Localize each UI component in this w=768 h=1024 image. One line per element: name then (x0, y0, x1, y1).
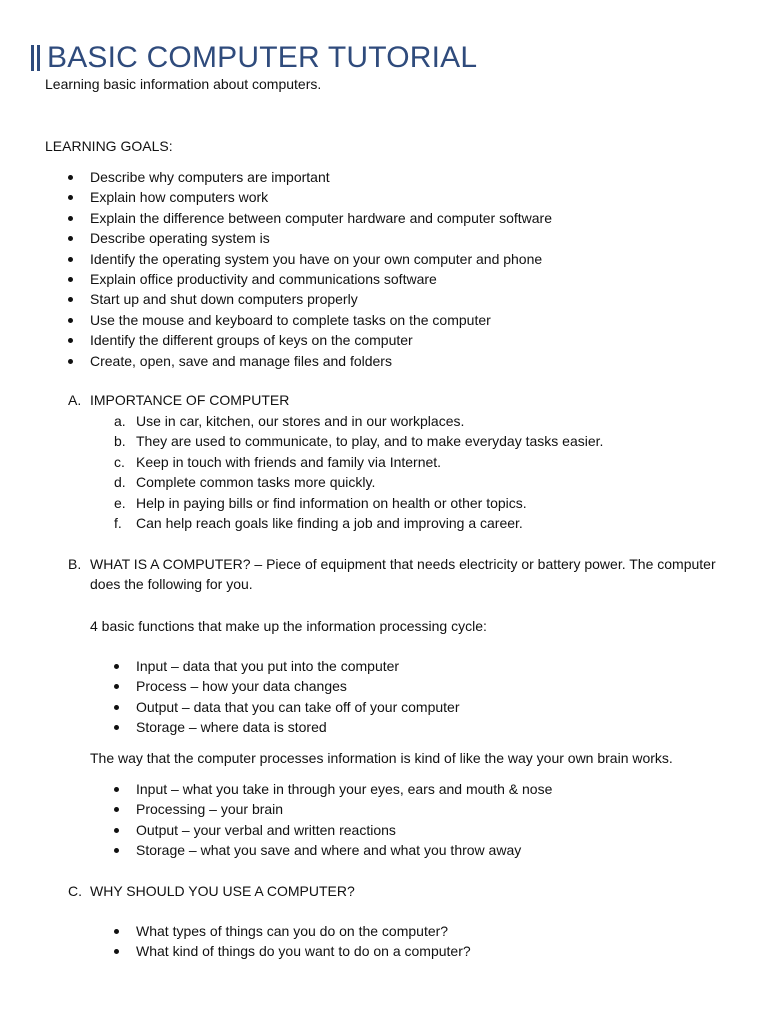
bullet-icon (68, 216, 73, 221)
brain-list (136, 780, 552, 862)
bullet-icon (114, 828, 119, 833)
list-item: Describe operating system is (90, 229, 552, 249)
brain-intro: The way that the computer processes information is kind of like the way your own brain works. (90, 750, 673, 766)
list-item: Identify the operating system you have on your own computer and phone (90, 250, 552, 270)
list-item: Explain how computers work (90, 188, 552, 208)
list-item: b. They are used to communicate, to play, and to make everyday tasks easier. (114, 433, 604, 450)
title-bar-left (31, 45, 34, 71)
list-item: e. Help in paying bills or find information on health or other topics. (114, 494, 527, 511)
section-letter: C. (68, 883, 82, 899)
list-item: d. Complete common tasks more quickly. (114, 474, 376, 491)
title-bar-right (37, 45, 40, 71)
bullet-icon (114, 848, 119, 853)
list-item: a. Use in car, kitchen, our stores and in our workplaces. (114, 413, 465, 429)
list-item: Use the mouse and keyboard to complete tasks on the computer (90, 311, 552, 331)
list-item: Explain office productivity and communications software (90, 270, 552, 290)
list-item: Explain the difference between computer hardware and computer software (90, 209, 552, 229)
functions-list (136, 657, 460, 739)
bullet-icon (68, 318, 73, 323)
list-item: What kind of things do you want to do on a computer? (136, 942, 471, 962)
bullet-icon (114, 787, 119, 792)
section-letter: B. (68, 556, 82, 572)
list-item: Output – data that you can take off of your computer (136, 698, 460, 718)
subtitle: Learning basic information about computers. (45, 76, 322, 92)
bullet-icon (68, 236, 73, 241)
bullet-icon (68, 359, 73, 364)
bullet-icon (68, 257, 73, 262)
cycle-intro: 4 basic functions that make up the information processing cycle: (90, 618, 487, 634)
list-item: Start up and shut down computers properly (90, 290, 552, 310)
list-item: Describe why computers are important (90, 168, 552, 188)
list-item: Process – how your data changes (136, 677, 460, 697)
learning-goals-list (90, 168, 552, 372)
bullet-icon (114, 949, 119, 954)
list-item: Create, open, save and manage files and folders (90, 352, 552, 372)
bullet-icon (114, 929, 119, 934)
bullet-icon (114, 807, 119, 812)
bullet-icon (114, 725, 119, 730)
bullet-icon (114, 705, 119, 710)
list-item: Storage – where data is stored (136, 718, 460, 738)
bullet-icon (68, 195, 73, 200)
section-b-heading: B. WHAT IS A COMPUTER? – Piece of equipment that needs electricity or battery power. The computer does the following for you. (68, 556, 716, 592)
bullet-icon (114, 664, 119, 669)
list-item: Storage – what you save and where and what you throw away (136, 841, 552, 861)
list-item: Input – data that you put into the computer (136, 657, 460, 677)
bullet-icon (68, 277, 73, 282)
list-item: f. Can help reach goals like finding a job and improving a career. (114, 514, 523, 531)
page-title: BASIC COMPUTER TUTORIAL (47, 41, 478, 74)
bullet-icon (114, 684, 119, 689)
section-a-heading: A. IMPORTANCE OF COMPUTER (68, 392, 290, 408)
list-item: Identify the different groups of keys on the computer (90, 331, 552, 351)
bullet-icon (68, 338, 73, 343)
section-a-list (114, 412, 604, 534)
list-item: Input – what you take in through your eyes, ears and mouth & nose (136, 780, 552, 800)
bullet-icon (68, 297, 73, 302)
list-item: Processing – your brain (136, 800, 552, 820)
list-item: c. Keep in touch with friends and family via Internet. (114, 453, 442, 470)
bullet-icon (68, 175, 73, 180)
title-row (31, 40, 477, 76)
section-c-heading: C. WHY SHOULD YOU USE A COMPUTER? (68, 883, 355, 899)
learning-goals-heading: LEARNING GOALS: (45, 138, 173, 154)
section-c-list (136, 922, 471, 963)
list-item: What types of things can you do on the computer? (136, 922, 471, 942)
list-item: Output – your verbal and written reactions (136, 821, 552, 841)
section-letter: A. (68, 392, 82, 408)
